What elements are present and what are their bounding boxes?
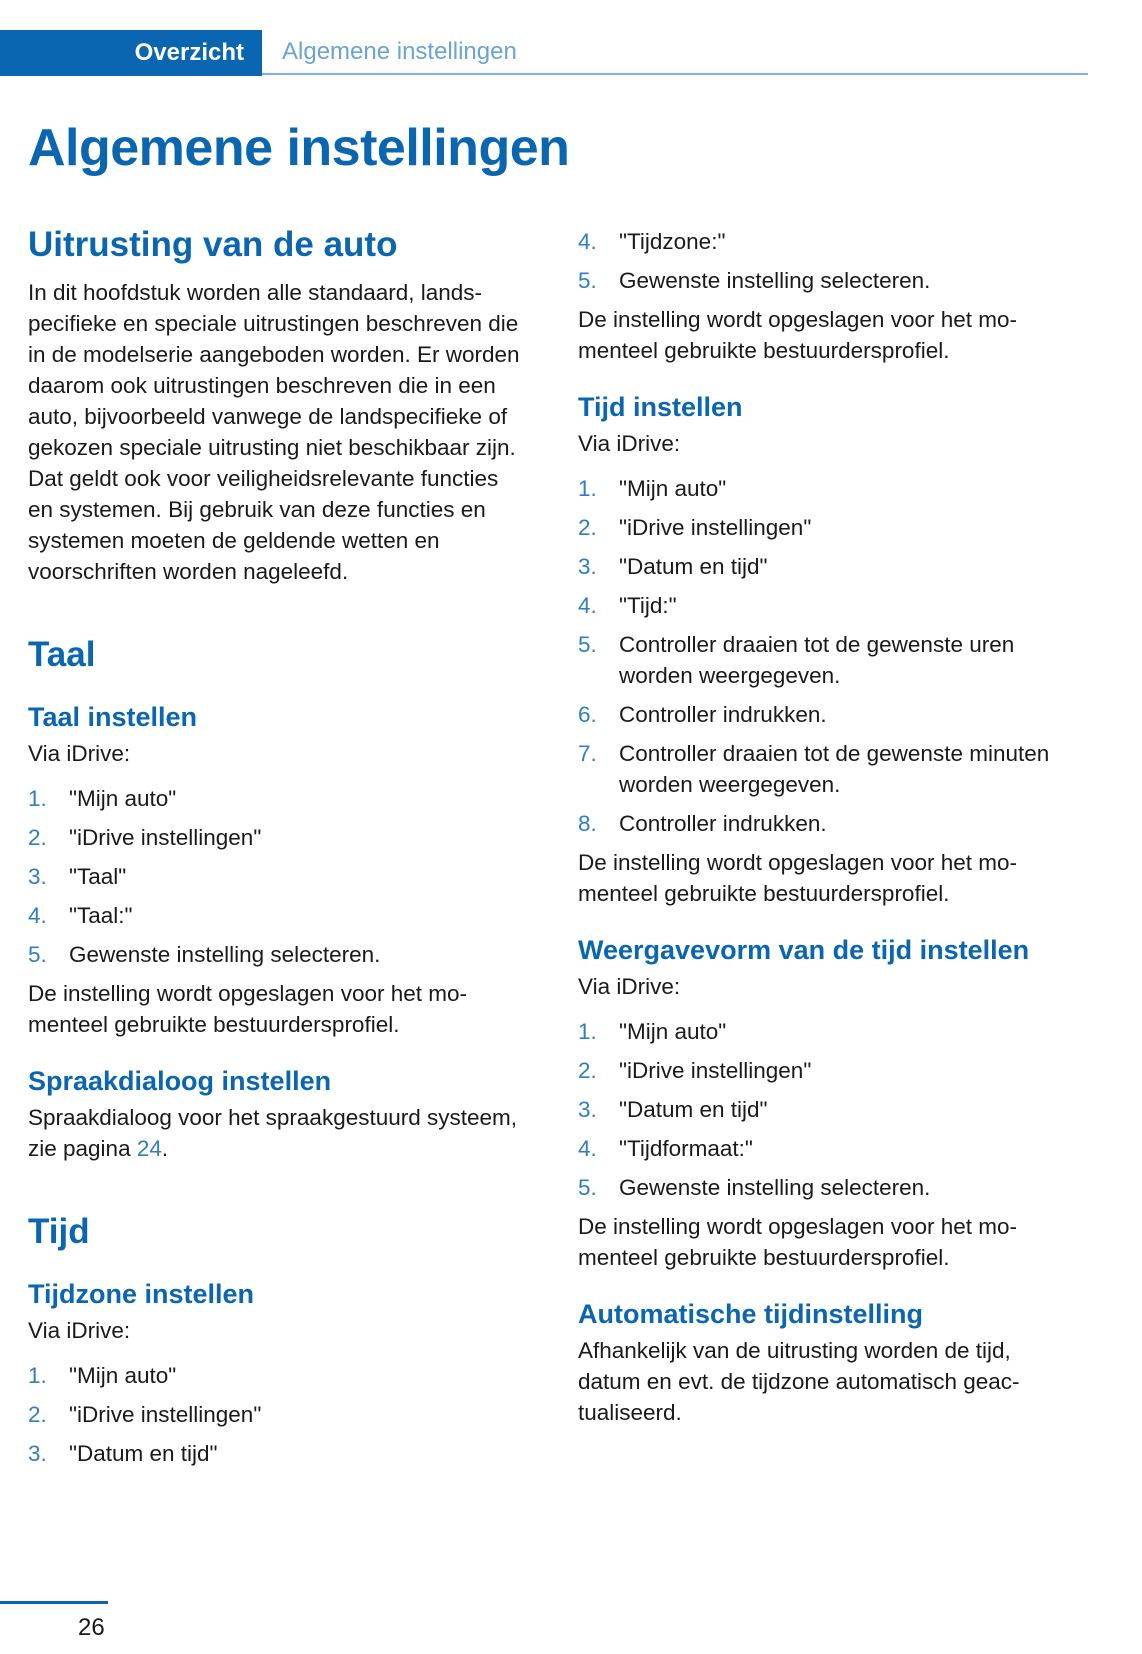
tijdzone-heading: Tijdzone instellen xyxy=(28,1279,255,1309)
tijdzone-steps xyxy=(28,1360,528,1469)
list-item xyxy=(578,551,1078,582)
step-number: 1. xyxy=(28,786,47,811)
list-item xyxy=(28,939,528,970)
list-item xyxy=(28,1360,528,1391)
taal-instellen-heading: Taal instellen xyxy=(28,702,198,732)
tijdzone-note: De instelling wordt opgeslagen voor het momenteel gebruikte bestuurdersprofiel. xyxy=(578,307,1017,363)
tijd-heading: Tijd xyxy=(28,1212,90,1251)
step-number: 3. xyxy=(28,1441,47,1466)
automatische-tijd-body: Afhankelijk van de uitrusting worden de tijd, datum en evt. de tijdzone automatisch geactualiseerd. xyxy=(578,1338,1020,1425)
tijdzone-via: Via iDrive: xyxy=(28,1318,131,1343)
step-number: 2. xyxy=(578,515,597,540)
list-item xyxy=(578,473,1078,504)
step-number: 4. xyxy=(578,593,597,618)
list-item xyxy=(28,900,528,931)
list-item xyxy=(578,1016,1078,1047)
step-text: "Taal" xyxy=(69,864,127,889)
weergavevorm-heading: Weergavevorm van de tijd instellen xyxy=(578,935,1030,965)
list-item xyxy=(578,590,1078,621)
step-text: "iDrive instellingen" xyxy=(69,825,262,850)
step-number: 1. xyxy=(28,1363,47,1388)
section-tab-label: Overzicht xyxy=(134,39,244,66)
header-divider xyxy=(262,73,1088,75)
weergavevorm-steps xyxy=(578,1016,1078,1203)
spraakdialoog-text-end: . xyxy=(161,1136,169,1161)
breadcrumb[interactable]: Algemene instellingen xyxy=(282,38,517,65)
step-number: 5. xyxy=(28,942,47,967)
left-column xyxy=(28,224,528,1477)
tijd-instellen-heading: Tijd instellen xyxy=(578,392,743,422)
list-item xyxy=(28,861,528,892)
list-item xyxy=(578,1094,1078,1125)
step-number: 4. xyxy=(578,229,597,254)
step-text: "iDrive instellingen" xyxy=(69,1402,262,1427)
step-number: 2. xyxy=(28,1402,47,1427)
step-text: "iDrive instellingen" xyxy=(619,1058,812,1083)
step-text: "Datum en tijd" xyxy=(69,1441,218,1466)
spraakdialoog-text: Spraakdialoog voor het spraakgestuurd systeem, zie pagina xyxy=(28,1105,518,1161)
step-number: 6. xyxy=(578,702,597,727)
list-item xyxy=(578,1133,1078,1164)
list-item xyxy=(578,1172,1078,1203)
step-text: "Taal:" xyxy=(69,903,133,928)
page-title: Algemene instellingen xyxy=(28,119,570,177)
list-item xyxy=(578,512,1078,543)
step-number: 4. xyxy=(578,1136,597,1161)
step-number: 2. xyxy=(578,1058,597,1083)
tijd-instellen-note: De instelling wordt opgeslagen voor het momenteel gebruikte bestuurdersprofiel. xyxy=(578,850,1017,906)
section-tab[interactable] xyxy=(0,30,262,76)
list-item xyxy=(28,783,528,814)
list-item xyxy=(578,808,1078,839)
list-item xyxy=(28,822,528,853)
list-item xyxy=(578,738,1078,800)
taal-steps xyxy=(28,783,528,970)
step-number: 5. xyxy=(578,632,597,657)
list-item xyxy=(578,265,1078,296)
equipment-heading: Uitrusting van de auto xyxy=(28,225,398,264)
spraakdialoog-heading: Spraakdialoog instellen xyxy=(28,1066,332,1096)
step-number: 5. xyxy=(578,268,597,293)
page-link[interactable]: 24 xyxy=(136,1136,162,1161)
step-text: "Mijn auto" xyxy=(69,786,177,811)
list-item xyxy=(578,629,1078,691)
page-number: 26 xyxy=(78,1614,105,1641)
list-item xyxy=(28,1438,528,1469)
step-text: Controller indrukken. xyxy=(619,702,827,727)
step-number: 1. xyxy=(578,1019,597,1044)
step-text: Gewenste instelling selecteren. xyxy=(619,1175,931,1200)
step-text: "Tijdformaat:" xyxy=(619,1136,753,1161)
taal-heading: Taal xyxy=(28,635,96,674)
step-number: 2. xyxy=(28,825,47,850)
step-text: "Datum en tijd" xyxy=(619,554,768,579)
tijd-instellen-steps xyxy=(578,473,1078,839)
step-number: 7. xyxy=(578,741,597,766)
weergavevorm-via: Via iDrive: xyxy=(578,974,681,999)
list-item xyxy=(578,1055,1078,1086)
taal-via: Via iDrive: xyxy=(28,741,131,766)
automatische-tijd-heading: Automatische tijdinstelling xyxy=(578,1299,924,1329)
step-number: 3. xyxy=(28,864,47,889)
weergavevorm-note: De instelling wordt opgeslagen voor het momenteel gebruikte bestuurdersprofiel. xyxy=(578,1214,1017,1270)
right-column xyxy=(578,226,1078,1428)
footer-divider xyxy=(0,1601,108,1604)
step-text: "iDrive instellingen" xyxy=(619,515,812,540)
step-text: "Tijdzone:" xyxy=(619,229,726,254)
step-text: "Mijn auto" xyxy=(619,1019,727,1044)
step-text: Gewenste instelling selecteren. xyxy=(619,268,931,293)
step-text: Controller draaien tot de gewenste uren worden weergegeven. xyxy=(619,632,1015,688)
step-text: "Mijn auto" xyxy=(619,476,727,501)
step-text: Gewenste instelling selecteren. xyxy=(69,942,381,967)
step-text: "Datum en tijd" xyxy=(619,1097,768,1122)
list-item xyxy=(578,226,1078,257)
step-number: 1. xyxy=(578,476,597,501)
taal-note: De instelling wordt opgeslagen voor het momenteel gebruikte bestuurdersprofiel. xyxy=(28,981,467,1037)
step-text: "Mijn auto" xyxy=(69,1363,177,1388)
tijd-instellen-via: Via iDrive: xyxy=(578,431,681,456)
list-item xyxy=(578,699,1078,730)
step-text: "Tijd:" xyxy=(619,593,677,618)
step-number: 5. xyxy=(578,1175,597,1200)
list-item xyxy=(28,1399,528,1430)
step-text: Controller draaien tot de gewenste minuten worden weergegeven. xyxy=(619,741,1050,797)
step-text: Controller indrukken. xyxy=(619,811,827,836)
step-number: 3. xyxy=(578,554,597,579)
step-number: 4. xyxy=(28,903,47,928)
spraakdialoog-body xyxy=(28,1102,528,1164)
step-number: 8. xyxy=(578,811,597,836)
tijdzone-steps-continued xyxy=(578,226,1078,296)
step-number: 3. xyxy=(578,1097,597,1122)
equipment-body: In dit hoofdstuk worden alle standaard, landspecifieke en speciale uitrustingen beschreven die in de modelserie aangeboden worden. Er worden daarom ook uitrustingen beschreven die in een auto, bijvoorbeeld vanwege de landspecifieke of gekozen speciale uitrusting niet beschikbaar zijn. Dat geldt ook voor veiligheidsrelevante functies en systemen. Bij gebruik van deze functies en systemen moeten de geldende wetten en voorschriften worden nageleefd. xyxy=(28,280,520,584)
